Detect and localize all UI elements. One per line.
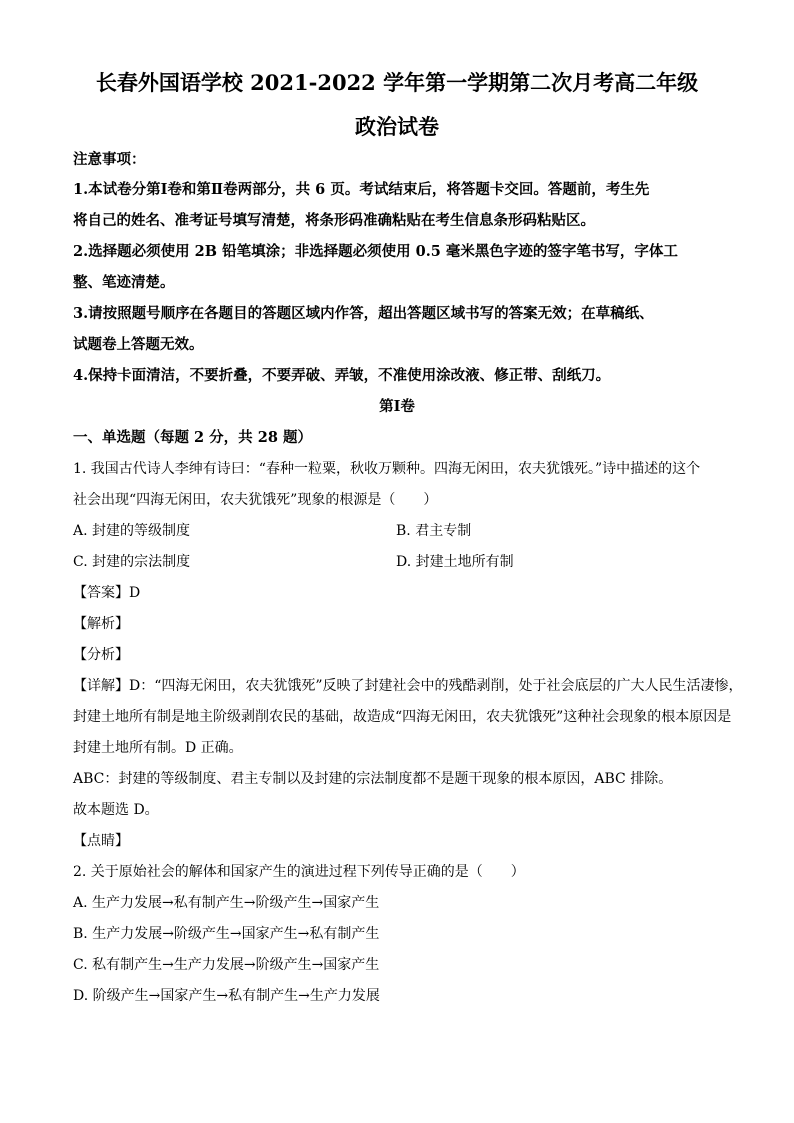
q2-option-b: B. 生产力发展→阶级产生→国家产生→私有制产生 — [73, 926, 380, 942]
q1-option-c: C. 封建的宗法制度 — [73, 554, 191, 570]
q2-option-d: D. 阶级产生→国家产生→私有制产生→生产力发展 — [73, 988, 380, 1004]
q2-option-c: C. 私有制产生→生产力发展→阶级产生→国家产生 — [73, 957, 380, 973]
q1-option-a: A. 封建的等级制度 — [73, 523, 191, 539]
q1-stem-line-2: 社会出现“四海无闲田，农夫犹饿死”现象的根源是（ ） — [73, 492, 438, 508]
q1-fenxi-label: 【分析】 — [73, 647, 129, 663]
notice-item-3-line-1: 3.请按照题号顺序在各题目的答题区域内作答，超出答题区域书写的答案无效；在草稿纸、 — [73, 305, 654, 322]
section-heading: 一、单选题（每题 2 分，共 28 题） — [73, 429, 312, 446]
q1-answer: 【答案】D — [73, 585, 141, 601]
volume-heading: 第Ⅰ卷 — [379, 398, 415, 415]
notice-item-2-line-2: 整、笔迹清楚。 — [73, 274, 175, 291]
exam-subject: 政治试卷 — [355, 114, 439, 139]
q1-option-b: B. 君主专制 — [396, 523, 472, 539]
q2-stem: 2. 关于原始社会的解体和国家产生的演进过程下列传导正确的是（ ） — [73, 864, 525, 880]
q1-detail-line-1: 【详解】D：“四海无闲田，农夫犹饿死”反映了封建社会中的残酷剥削，处于社会底层的广大人民生活凄惨， — [73, 678, 743, 694]
q1-dianjing-label: 【点睛】 — [73, 833, 129, 849]
notice-item-4: 4.保持卡面清洁，不要折叠，不要弄破、弄皱，不准使用涂改液、修正带、刮纸刀。 — [73, 367, 611, 384]
q1-detail-line-2: 封建土地所有制是地主阶级剥削农民的基础，故造成“四海无闲田，农夫犹饿死”这种社会现象的根本原因是 — [73, 709, 732, 725]
notice-item-3-line-2: 试题卷上答题无效。 — [73, 336, 204, 353]
q1-detail-line-4: ABC：封建的等级制度、君主专制以及封建的宗法制度都不是题干现象的根本原因，ABC 排除。 — [73, 771, 673, 787]
notice-heading: 注意事项： — [73, 151, 146, 168]
notice-item-1-line-1: 1.本试卷分第Ⅰ卷和第Ⅱ卷两部分，共 6 页。考试结束后，将答题卡交回。答题前，考生先 — [73, 181, 650, 198]
q2-option-a: A. 生产力发展→私有制产生→阶级产生→国家产生 — [73, 895, 380, 911]
q1-stem-line-1: 1. 我国古代诗人李绅有诗曰：“春种一粒粟，秋收万颗种。四海无闲田，农夫犹饿死。”诗中描述的这个 — [73, 461, 701, 477]
exam-title: 长春外国语学校 2021-2022 学年第一学期第二次月考高二年级 — [95, 70, 699, 95]
notice-item-2-line-1: 2.选择题必须使用 2B 铅笔填涂；非选择题必须使用 0.5 毫米黑色字迹的签字笔书写，字体工 — [73, 243, 678, 260]
q1-detail-line-5: 故本题选 D。 — [73, 802, 159, 818]
notice-item-1-line-2: 将自己的姓名、准考证号填写清楚，将条形码准确粘贴在考生信息条形码粘贴区。 — [73, 212, 595, 229]
q1-option-d: D. 封建土地所有制 — [396, 554, 514, 570]
q1-detail-line-3: 封建土地所有制。D 正确。 — [73, 740, 243, 756]
q1-analysis-label: 【解析】 — [73, 616, 129, 632]
